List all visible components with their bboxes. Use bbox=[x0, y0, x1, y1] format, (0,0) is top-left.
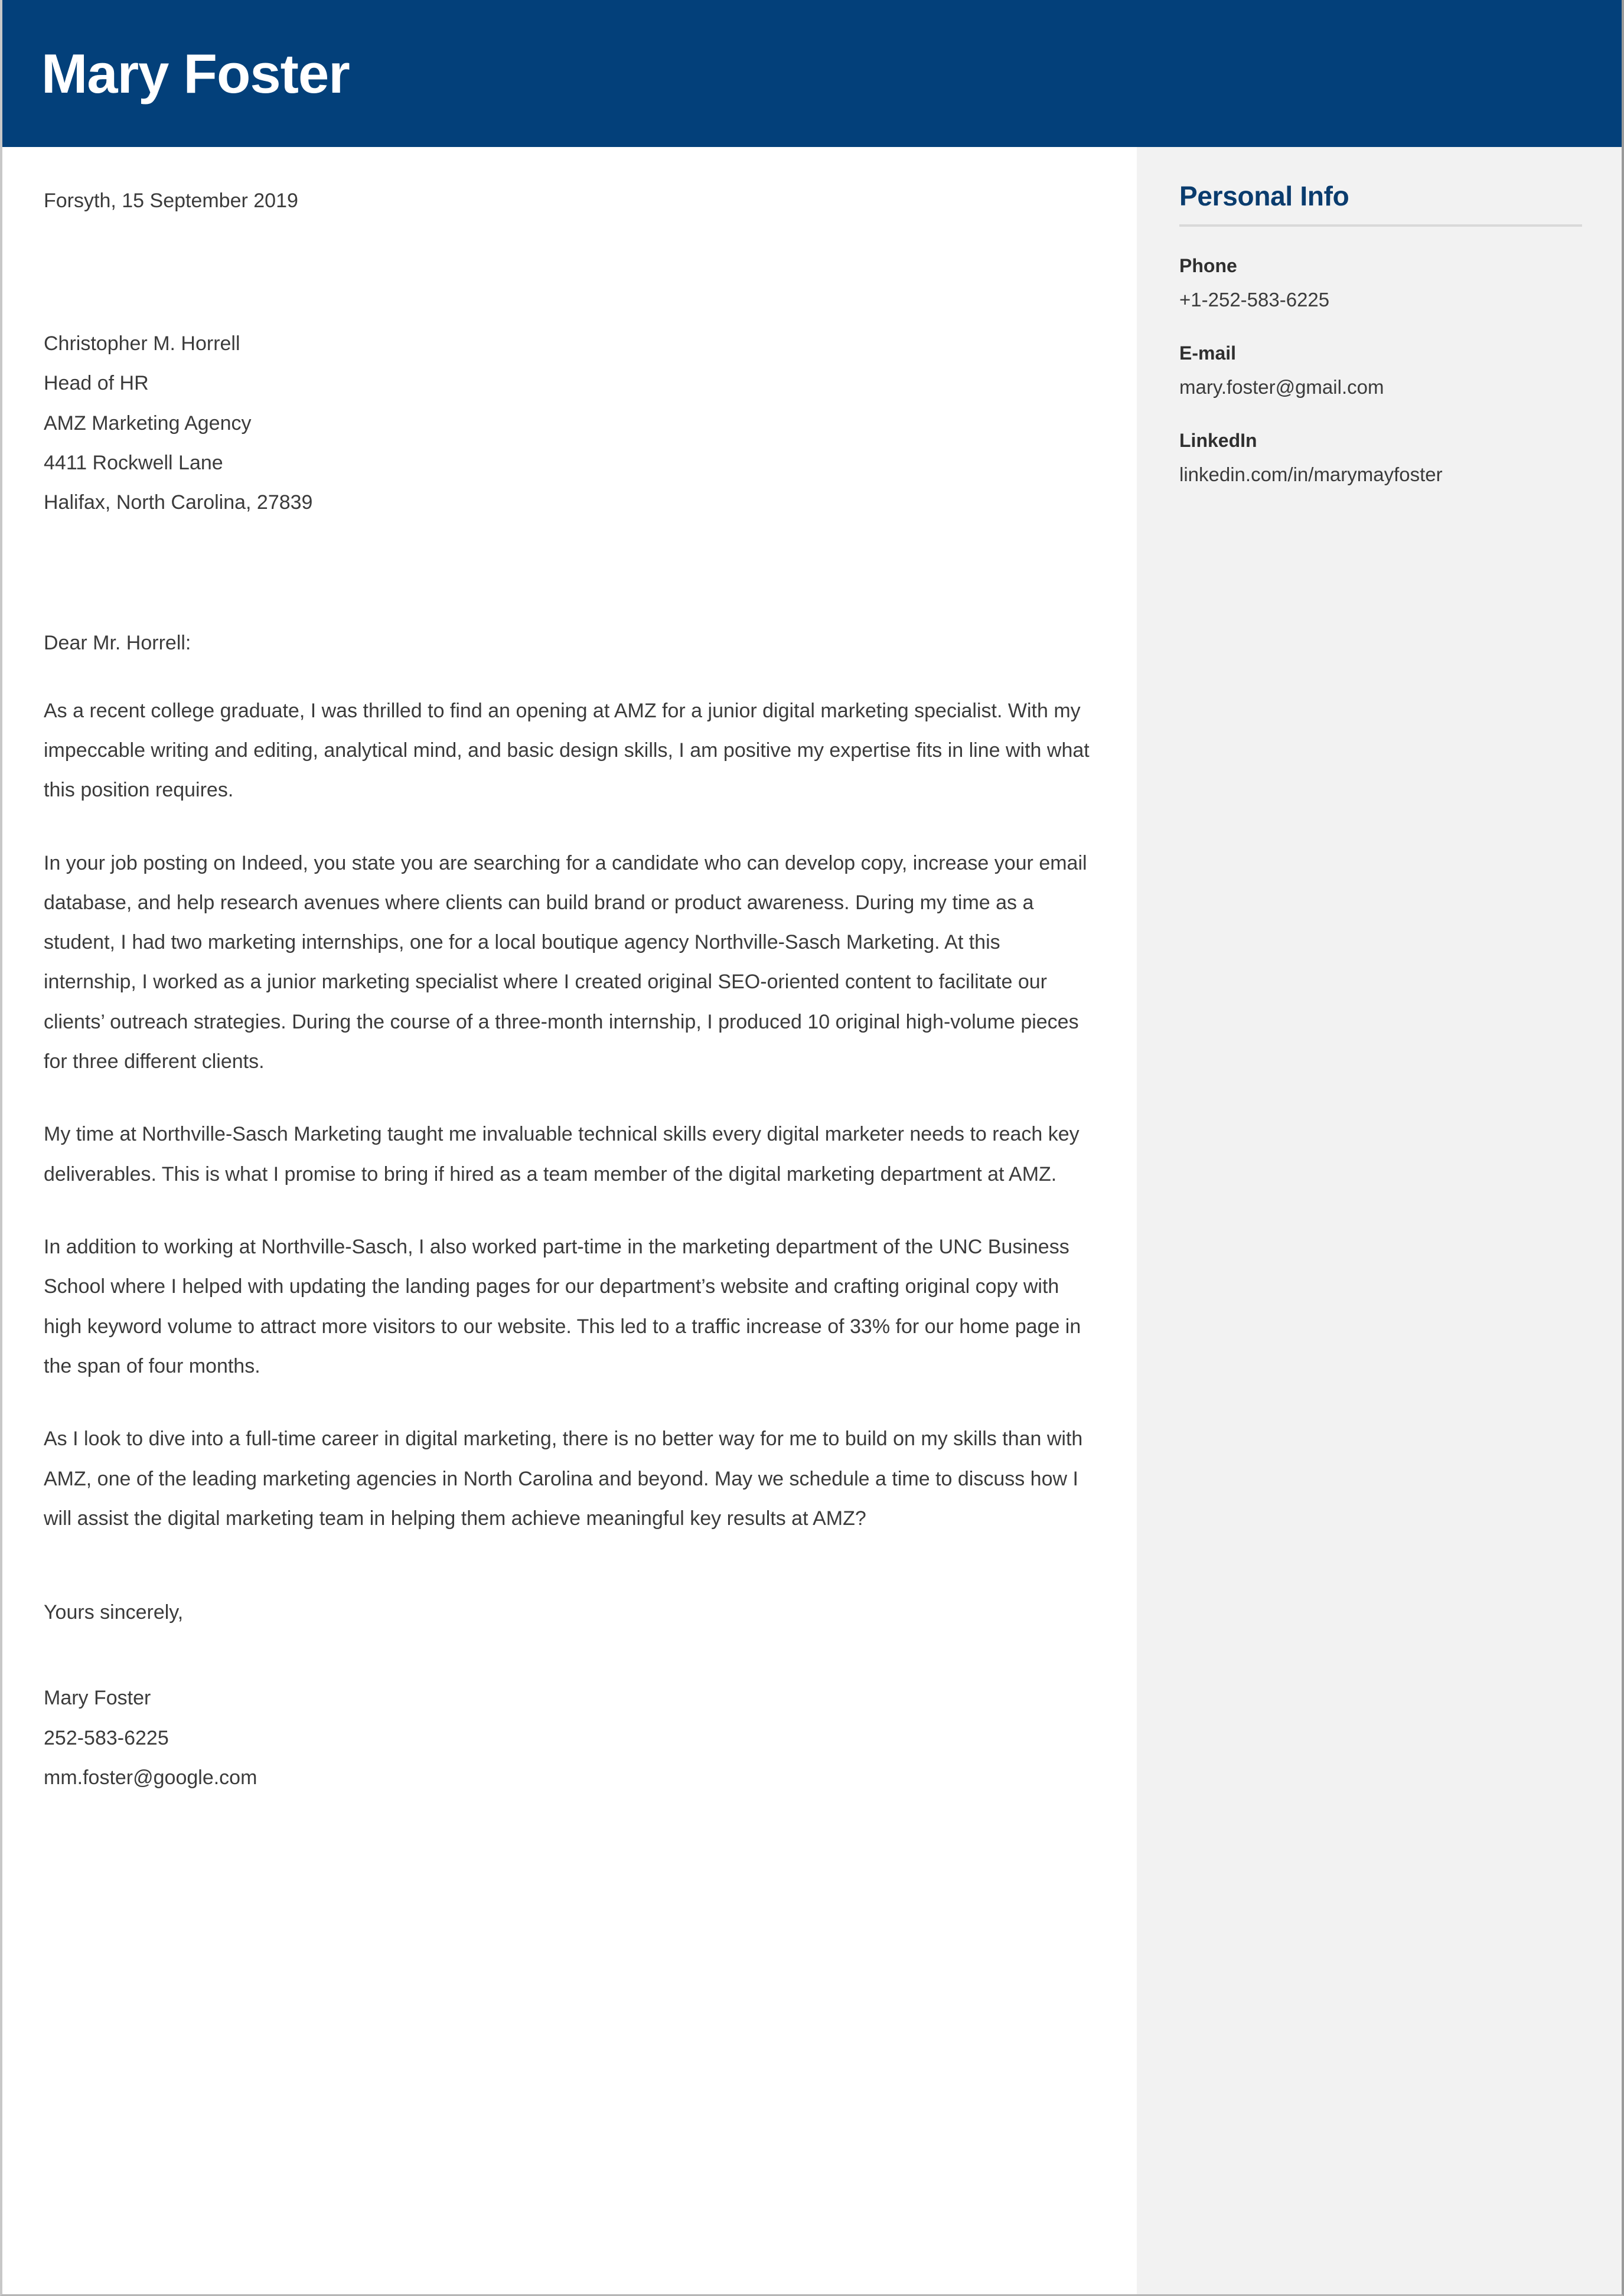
letter-paragraph: In addition to working at Northville-Sasch, I also worked part-time in the marketing department of the UNC Business School where I helped with updating the landing pages for our department’s website and crafting original copy with high keyword volume to attract more visitors to our website. This led to a traffic increase of 33% for our home page in the span of four months. bbox=[44, 1236, 1081, 1377]
recipient-line: Christopher M. Horrell bbox=[44, 332, 240, 355]
email-value: mary.foster@gmail.com bbox=[1179, 376, 1384, 399]
recipient-line: AMZ Marketing Agency bbox=[44, 411, 252, 435]
info-label: E-mail bbox=[1179, 342, 1237, 364]
signature-name: Mary Foster bbox=[44, 1687, 151, 1710]
sidebar-divider bbox=[1179, 224, 1582, 227]
letter-paragraph: In your job posting on Indeed, you state you are searching for a candidate who can develop copy, increase your email database, and help research avenues where clients can build brand or product awareness. During my time as a student, I had two marketing internships, one for a local boutique agency Northville-Sasch Marketing. At this internship, I worked as a junior marketing specialist where I created original SEO-oriented content to facilitate our clients’ outreach strategies. During the course of a three-month internship, I produced 10 original high-volume pieces for three different clients. bbox=[44, 851, 1087, 1073]
recipient-line: Head of HR bbox=[44, 372, 149, 395]
info-group-email bbox=[1179, 340, 1585, 401]
sidebar-heading: Personal Info bbox=[1179, 181, 1349, 211]
signature-block bbox=[44, 1628, 1095, 1798]
recipient-line: Halifax, North Carolina, 27839 bbox=[44, 491, 313, 514]
letter-date: Forsyth, 15 September 2019 bbox=[44, 190, 298, 212]
salutation: Dear Mr. Horrell: bbox=[44, 631, 191, 654]
personal-info-sidebar bbox=[1137, 147, 1622, 2294]
signature-phone: 252-583-6225 bbox=[44, 1726, 169, 1749]
document-body bbox=[2, 147, 1622, 2294]
info-label: Phone bbox=[1179, 254, 1237, 276]
signature-email: mm.foster@google.com bbox=[44, 1766, 257, 1789]
info-group-phone bbox=[1179, 253, 1585, 314]
letter-paragraph: As a recent college graduate, I was thrilled to find an opening at AMZ for a junior digital marketing specialist. With my impeccable writing and editing, analytical mind, and basic design skills, I am positive my expertise fits in line with what this position requires. bbox=[44, 699, 1090, 802]
info-group-linkedin bbox=[1179, 427, 1585, 489]
phone-value: +1-252-583-6225 bbox=[1179, 289, 1330, 311]
letter-paragraph: My time at Northville-Sasch Marketing taught me invaluable technical skills every digital marketer needs to reach key deliverables. This is what I promise to bring if hired as a team member of the digital marketing department at AMZ. bbox=[44, 1123, 1080, 1185]
page-title: Mary Foster bbox=[41, 42, 350, 104]
letter-paragraph: As I look to dive into a full-time career in digital marketing, there is no better way for me to build on my skills than with AMZ, one of the leading marketing agencies in North Carolina and beyond. May we schedule a time to discuss how I will assist the digital marketing team in helping them achieve meaningful key results at AMZ? bbox=[44, 1428, 1083, 1530]
recipient-line: 4411 Rockwell Lane bbox=[44, 451, 223, 474]
letter-column bbox=[2, 147, 1137, 2294]
closing-line: Yours sincerely, bbox=[44, 1601, 184, 1624]
linkedin-value: linkedin.com/in/marymayfoster bbox=[1179, 463, 1443, 486]
header-banner bbox=[2, 0, 1622, 147]
recipient-address-block bbox=[44, 324, 1095, 523]
info-label: LinkedIn bbox=[1179, 429, 1257, 451]
